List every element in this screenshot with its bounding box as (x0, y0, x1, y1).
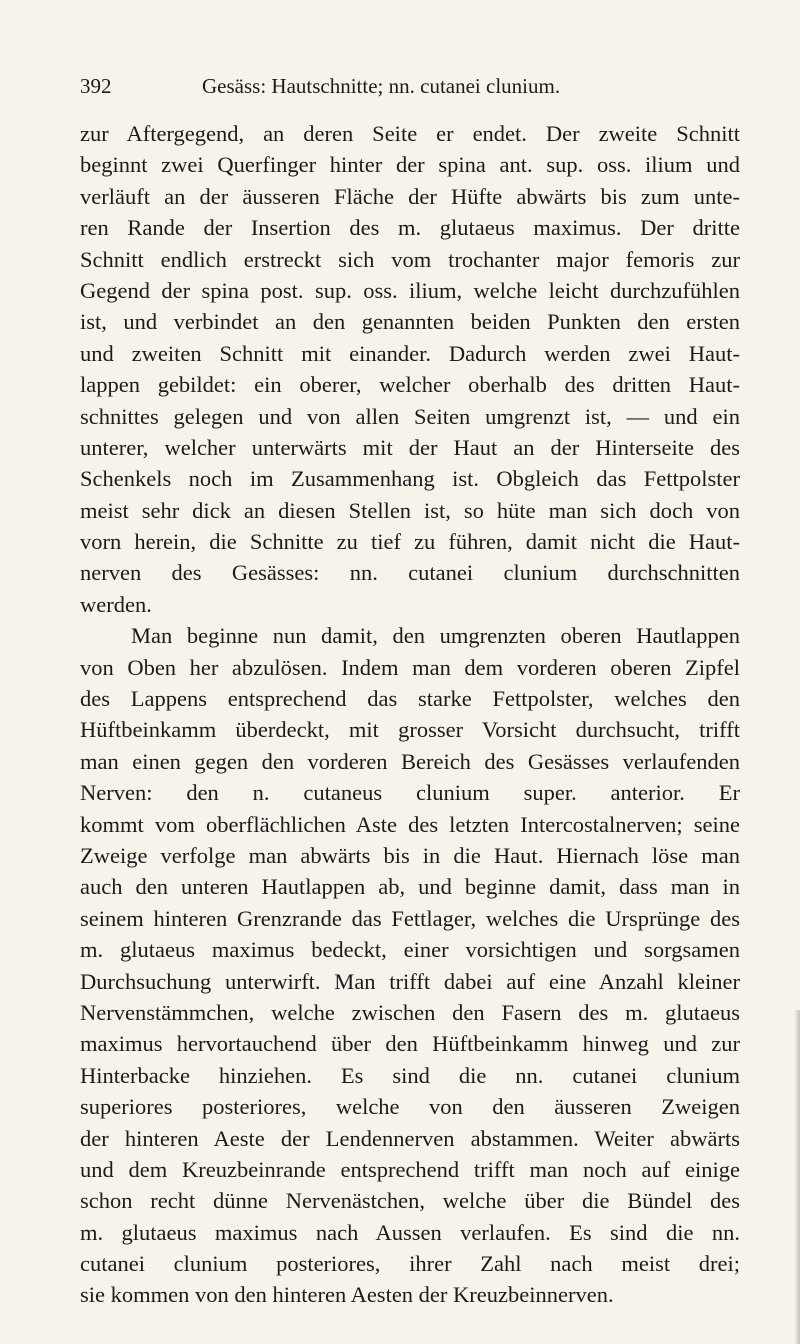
text-line: Schnitt endlich erstreckt sich vom trochanter major femoris zur (80, 246, 740, 272)
text-line: superiores posteriores, welche von den äusseren Zweigen (80, 1094, 740, 1120)
text-line: der hinteren Aeste der Lendennerven abstammen. Weiter abwärts (80, 1125, 740, 1151)
text-line: auch den unteren Hautlappen ab, und beginne damit, dass man in (80, 874, 740, 900)
text-line: Nervenstämmchen, welche zwischen den Fasern des m. glutaeus (80, 999, 740, 1025)
text-line: ren Rande der Insertion des m. glutaeus maximus. Der dritte (80, 215, 740, 241)
text-line: beginnt zwei Querfinger hinter der spina ant. sup. oss. ilium und (80, 152, 740, 178)
text-line: ist, und verbindet an den genannten beiden Punkten den ersten (80, 309, 740, 335)
text-line: Man beginne nun damit, den umgrenzten oberen Hautlappen (131, 623, 740, 649)
text-line: und dem Kreuzbeinrande entsprechend trifft man noch auf einige (80, 1156, 740, 1182)
text-line: lappen gebildet: ein oberer, welcher oberhalb des dritten Haut- (80, 372, 740, 398)
text-line: Durchsuchung unterwirft. Man trifft dabei auf eine Anzahl kleiner (80, 968, 740, 994)
text-line: Nerven: den n. cutaneus clunium super. anterior. Er (80, 780, 740, 806)
text-line: von Oben her abzulösen. Indem man dem vorderen oberen Zipfel (80, 654, 740, 680)
text-line: unterer, welcher unterwärts mit der Haut an der Hinterseite des (80, 434, 740, 460)
running-head: Gesäss: Hautschnitte; nn. cutanei clunium. (202, 74, 561, 98)
text-line: maximus hervortauchend über den Hüftbeinkamm hinweg und zur (80, 1031, 740, 1057)
text-line: Gegend der spina post. sup. oss. ilium, welche leicht durchzufühlen (80, 277, 740, 303)
text-line: seinem hinteren Grenzrande das Fettlager, welches die Ursprünge des (80, 905, 740, 931)
body-text (80, 118, 740, 1311)
page-edge-shadow (794, 1010, 800, 1344)
page-number: 392 (80, 74, 112, 98)
text-line: nerven des Gesässes: nn. cutanei clunium durchschnitten (80, 560, 740, 586)
text-line: meist sehr dick an diesen Stellen ist, so hüte man sich doch von (80, 497, 740, 523)
text-line: m. glutaeus maximus nach Aussen verlaufen. Es sind die nn. (80, 1219, 740, 1245)
text-line: und zweiten Schnitt mit einander. Dadurch werden zwei Haut- (80, 340, 740, 366)
text-line: vorn herein, die Schnitte zu tief zu führen, damit nicht die Haut- (80, 529, 740, 555)
text-line: zur Aftergegend, an deren Seite er endet. Der zweite Schnitt (80, 121, 740, 146)
text-line: cutanei clunium posteriores, ihrer Zahl nach meist drei; (80, 1251, 740, 1277)
text-line: schon recht dünne Nervenästchen, welche über die Bündel des (80, 1188, 740, 1214)
text-line: sie kommen von den hinteren Aesten der Kreuzbeinnerven. (80, 1282, 614, 1308)
text-line: Hinterbacke hinziehen. Es sind die nn. cutanei clunium (80, 1062, 740, 1088)
text-line: werden. (80, 591, 152, 617)
text-line: kommt vom oberflächlichen Aste des letzten Intercostalnerven; seine (80, 811, 740, 837)
text-line: Schenkels noch im Zusammenhang ist. Obgleich das Fettpolster (80, 466, 740, 492)
text-line: verläuft an der äusseren Fläche der Hüfte abwärts bis zum unte- (80, 183, 740, 209)
page-header (80, 74, 740, 104)
text-line: Zweige verfolge man abwärts bis in die Haut. Hiernach löse man (80, 842, 740, 868)
text-line: Hüftbeinkamm überdeckt, mit grosser Vorsicht durchsucht, trifft (80, 717, 740, 743)
text-line: des Lappens entsprechend das starke Fettpolster, welches den (80, 686, 740, 712)
text-line: man einen gegen den vorderen Bereich des Gesässes verlaufenden (80, 748, 740, 774)
text-line: m. glutaeus maximus bedeckt, einer vorsichtigen und sorgsamen (80, 937, 740, 963)
text-line: schnittes gelegen und von allen Seiten umgrenzt ist, — und ein (80, 403, 740, 429)
